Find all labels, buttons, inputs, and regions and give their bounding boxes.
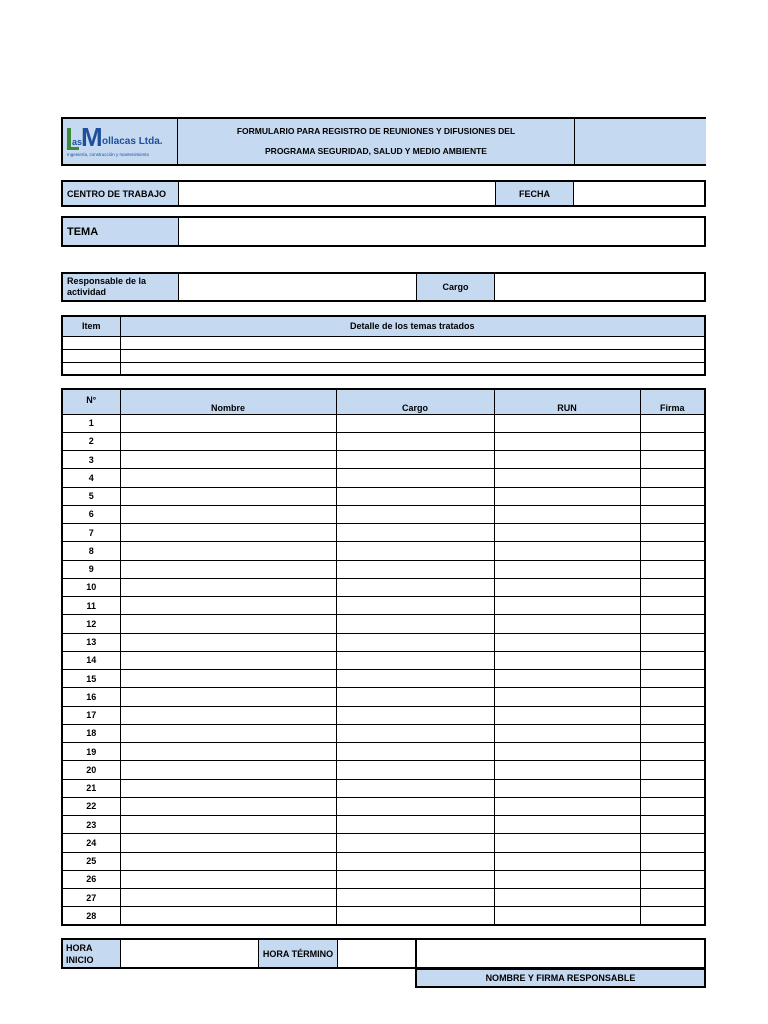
- attendees-col-nombre: [120, 389, 336, 414]
- attendee-firma-cell[interactable]: [640, 852, 705, 870]
- attendee-nombre-cell[interactable]: [120, 688, 336, 706]
- hora-inicio-label: HORA INICIO: [63, 940, 121, 967]
- fecha-input[interactable]: [574, 182, 706, 205]
- attendee-row: [62, 451, 705, 469]
- attendee-num-cell: 26: [62, 870, 120, 888]
- attendee-firma-cell[interactable]: [640, 889, 705, 907]
- attendee-row: [62, 651, 705, 669]
- footer-times-row: [61, 938, 706, 969]
- attendee-run-cell[interactable]: [494, 834, 640, 852]
- attendee-row: [62, 852, 705, 870]
- nombre-firma-label: NOMBRE Y FIRMA RESPONSABLE: [415, 968, 706, 988]
- topics-item-cell[interactable]: [62, 362, 120, 375]
- attendee-run-cell[interactable]: [494, 487, 640, 505]
- attendee-run-cell[interactable]: [494, 852, 640, 870]
- attendee-num-cell: 9: [62, 560, 120, 578]
- attendees-col-cargo: [336, 389, 494, 414]
- attendee-nombre-cell[interactable]: [120, 743, 336, 761]
- attendee-num-cell: 12: [62, 615, 120, 633]
- attendee-num-cell: 24: [62, 834, 120, 852]
- attendee-nombre-cell[interactable]: [120, 451, 336, 469]
- attendee-nombre-cell[interactable]: [120, 542, 336, 560]
- hora-termino-input[interactable]: [338, 940, 417, 967]
- attendee-run-cell[interactable]: [494, 469, 640, 487]
- attendee-nombre-cell[interactable]: [120, 469, 336, 487]
- attendee-num-cell: 3: [62, 451, 120, 469]
- centro-row: [61, 180, 706, 207]
- attendee-firma-cell[interactable]: [640, 487, 705, 505]
- responsable-label: Responsable de la actividad: [63, 274, 179, 300]
- attendee-cargo-cell[interactable]: [336, 724, 494, 742]
- topics-row: [62, 362, 705, 375]
- attendee-cargo-cell[interactable]: [336, 761, 494, 779]
- attendee-cargo-cell[interactable]: [336, 414, 494, 432]
- attendee-cargo-cell[interactable]: [336, 469, 494, 487]
- topics-item-cell[interactable]: [62, 336, 120, 349]
- attendee-run-cell[interactable]: [494, 542, 640, 560]
- logo-las-text: as: [72, 137, 83, 147]
- attendee-num-cell: 10: [62, 578, 120, 596]
- topics-col-item: Item: [62, 316, 120, 336]
- attendee-cargo-cell[interactable]: [336, 524, 494, 542]
- attendee-cargo-cell[interactable]: [336, 688, 494, 706]
- attendee-num-cell: 16: [62, 688, 120, 706]
- attendee-num-cell: 27: [62, 889, 120, 907]
- responsable-cargo-label: Cargo: [416, 274, 495, 300]
- attendee-firma-cell[interactable]: [640, 597, 705, 615]
- attendee-nombre-cell[interactable]: [120, 834, 336, 852]
- attendee-run-cell[interactable]: [494, 451, 640, 469]
- attendee-cargo-cell[interactable]: [336, 505, 494, 523]
- attendee-nombre-cell[interactable]: [120, 779, 336, 797]
- attendee-run-cell[interactable]: [494, 761, 640, 779]
- attendee-run-cell[interactable]: [494, 414, 640, 432]
- attendees-col-firma: [640, 389, 705, 414]
- attendee-firma-cell[interactable]: [640, 724, 705, 742]
- attendee-row: [62, 487, 705, 505]
- hora-inicio-input[interactable]: [121, 940, 258, 967]
- attendee-run-cell[interactable]: [494, 578, 640, 596]
- topics-detail-cell[interactable]: [120, 349, 705, 362]
- responsable-cargo-input[interactable]: [495, 274, 706, 300]
- attendee-firma-cell[interactable]: [640, 651, 705, 669]
- attendee-cargo-cell[interactable]: [336, 597, 494, 615]
- attendees-col-nombre-text: Nombre: [210, 402, 245, 413]
- attendee-num-cell: 11: [62, 597, 120, 615]
- attendee-run-cell[interactable]: [494, 797, 640, 815]
- attendee-num-cell: 2: [62, 432, 120, 450]
- attendee-nombre-cell[interactable]: [120, 505, 336, 523]
- tema-row: [61, 216, 706, 247]
- form-title-cell: [178, 119, 575, 164]
- attendee-nombre-cell[interactable]: [120, 597, 336, 615]
- attendee-cargo-cell[interactable]: [336, 487, 494, 505]
- attendees-col-run: [494, 389, 640, 414]
- attendee-cargo-cell[interactable]: [336, 560, 494, 578]
- attendee-nombre-cell[interactable]: [120, 414, 336, 432]
- attendee-run-cell[interactable]: [494, 432, 640, 450]
- attendee-num-cell: 23: [62, 816, 120, 834]
- attendee-firma-cell[interactable]: [640, 560, 705, 578]
- attendee-row: [62, 578, 705, 596]
- attendees-col-num: [62, 389, 120, 414]
- attendee-row: [62, 724, 705, 742]
- attendee-firma-cell[interactable]: [640, 414, 705, 432]
- topics-table: [61, 315, 706, 376]
- form-title-line1: FORMULARIO PARA REGISTRO DE REUNIONES Y DIFUSIONES DEL: [236, 126, 516, 136]
- attendee-nombre-cell[interactable]: [120, 651, 336, 669]
- attendee-cargo-cell[interactable]: [336, 670, 494, 688]
- attendees-table: [61, 388, 706, 926]
- attendee-row: [62, 779, 705, 797]
- attendee-cargo-cell[interactable]: [336, 651, 494, 669]
- form-title-line2: PROGRAMA SEGURIDAD, SALUD Y MEDIO AMBIENTE: [265, 146, 487, 156]
- attendee-row: [62, 870, 705, 888]
- attendee-num-cell: 7: [62, 524, 120, 542]
- attendee-num-cell: 25: [62, 852, 120, 870]
- attendee-num-cell: 15: [62, 670, 120, 688]
- attendee-firma-cell[interactable]: [640, 432, 705, 450]
- attendee-cargo-cell[interactable]: [336, 615, 494, 633]
- attendee-firma-cell[interactable]: [640, 907, 705, 925]
- centro-input[interactable]: [179, 182, 496, 205]
- logo-m-letter: M: [81, 122, 103, 152]
- attendee-firma-cell[interactable]: [640, 670, 705, 688]
- attendee-num-cell: 20: [62, 761, 120, 779]
- attendee-run-cell[interactable]: [494, 870, 640, 888]
- attendee-run-cell[interactable]: [494, 724, 640, 742]
- attendee-firma-cell[interactable]: [640, 688, 705, 706]
- attendee-nombre-cell[interactable]: [120, 578, 336, 596]
- attendee-num-cell: 18: [62, 724, 120, 742]
- attendee-nombre-cell[interactable]: [120, 907, 336, 925]
- attendee-cargo-cell[interactable]: [336, 907, 494, 925]
- responsable-row: [61, 272, 706, 302]
- attendee-row: [62, 761, 705, 779]
- attendee-nombre-cell[interactable]: [120, 797, 336, 815]
- topics-row: [62, 349, 705, 362]
- attendee-firma-cell[interactable]: [640, 761, 705, 779]
- attendee-num-cell: 17: [62, 706, 120, 724]
- attendee-run-cell[interactable]: [494, 524, 640, 542]
- topics-item-cell[interactable]: [62, 349, 120, 362]
- attendees-col-run-text: RUN: [557, 402, 577, 413]
- attendee-row: [62, 469, 705, 487]
- attendee-cargo-cell[interactable]: [336, 870, 494, 888]
- attendee-row: [62, 743, 705, 761]
- attendee-run-cell[interactable]: [494, 560, 640, 578]
- attendee-nombre-cell[interactable]: [120, 633, 336, 651]
- attendee-row: [62, 615, 705, 633]
- topics-detail-cell[interactable]: [120, 362, 705, 375]
- attendee-firma-cell[interactable]: [640, 505, 705, 523]
- attendee-nombre-cell[interactable]: [120, 761, 336, 779]
- attendee-row: [62, 706, 705, 724]
- attendee-cargo-cell[interactable]: [336, 779, 494, 797]
- topics-col-detail: Detalle de los temas tratados: [120, 316, 705, 336]
- attendee-firma-cell[interactable]: [640, 706, 705, 724]
- attendee-row: [62, 414, 705, 432]
- attendee-row: [62, 816, 705, 834]
- attendee-firma-cell[interactable]: [640, 870, 705, 888]
- centro-label: CENTRO DE TRABAJO: [63, 182, 179, 205]
- attendee-run-cell[interactable]: [494, 670, 640, 688]
- attendee-nombre-cell[interactable]: [120, 706, 336, 724]
- attendee-firma-cell[interactable]: [640, 542, 705, 560]
- logo-tagline: Ingeniería, construcción y mantenimiento: [67, 152, 150, 157]
- topics-detail-cell[interactable]: [120, 336, 705, 349]
- attendee-firma-cell[interactable]: [640, 743, 705, 761]
- attendee-firma-cell[interactable]: [640, 779, 705, 797]
- attendee-firma-cell[interactable]: [640, 834, 705, 852]
- logo-l-base: [67, 147, 79, 150]
- attendee-row: [62, 907, 705, 925]
- attendee-firma-cell[interactable]: [640, 797, 705, 815]
- hora-termino-label: HORA TÉRMINO: [258, 940, 338, 967]
- header-right-cell: [575, 119, 706, 164]
- attendee-run-cell[interactable]: [494, 907, 640, 925]
- company-logo: [67, 122, 175, 159]
- attendee-row: [62, 670, 705, 688]
- attendee-run-cell[interactable]: [494, 505, 640, 523]
- attendee-row: [62, 432, 705, 450]
- attendee-num-cell: 22: [62, 797, 120, 815]
- topics-header-row: [62, 316, 705, 336]
- attendee-run-cell[interactable]: [494, 706, 640, 724]
- attendee-num-cell: 8: [62, 542, 120, 560]
- attendee-num-cell: 28: [62, 907, 120, 925]
- attendee-nombre-cell[interactable]: [120, 852, 336, 870]
- attendee-row: [62, 797, 705, 815]
- attendee-cargo-cell[interactable]: [336, 451, 494, 469]
- attendee-run-cell[interactable]: [494, 779, 640, 797]
- tema-input[interactable]: [179, 218, 706, 245]
- attendee-run-cell[interactable]: [494, 633, 640, 651]
- attendee-nombre-cell[interactable]: [120, 889, 336, 907]
- attendee-cargo-cell[interactable]: [336, 633, 494, 651]
- firma-responsable-area[interactable]: [417, 940, 706, 967]
- attendee-nombre-cell[interactable]: [120, 870, 336, 888]
- attendee-row: [62, 542, 705, 560]
- attendee-nombre-cell[interactable]: [120, 670, 336, 688]
- attendee-row: [62, 834, 705, 852]
- attendee-nombre-cell[interactable]: [120, 487, 336, 505]
- attendee-run-cell[interactable]: [494, 889, 640, 907]
- attendee-row: [62, 505, 705, 523]
- logo-cell: [63, 119, 178, 164]
- attendee-cargo-cell[interactable]: [336, 706, 494, 724]
- attendee-num-cell: 4: [62, 469, 120, 487]
- attendee-cargo-cell[interactable]: [336, 852, 494, 870]
- attendee-row: [62, 688, 705, 706]
- attendee-cargo-cell[interactable]: [336, 432, 494, 450]
- attendees-col-cargo-text: Cargo: [401, 402, 428, 413]
- attendee-firma-cell[interactable]: [640, 451, 705, 469]
- attendee-cargo-cell[interactable]: [336, 797, 494, 815]
- attendee-run-cell[interactable]: [494, 688, 640, 706]
- attendee-cargo-cell[interactable]: [336, 542, 494, 560]
- attendee-row: [62, 633, 705, 651]
- attendee-num-cell: 6: [62, 505, 120, 523]
- attendee-run-cell[interactable]: [494, 816, 640, 834]
- header-block: [61, 117, 706, 166]
- attendee-nombre-cell[interactable]: [120, 524, 336, 542]
- attendee-firma-cell[interactable]: [640, 615, 705, 633]
- attendee-run-cell[interactable]: [494, 615, 640, 633]
- attendee-cargo-cell[interactable]: [336, 816, 494, 834]
- attendees-col-firma-text: Firma: [659, 402, 685, 413]
- attendee-cargo-cell[interactable]: [336, 889, 494, 907]
- attendee-cargo-cell[interactable]: [336, 834, 494, 852]
- attendee-firma-cell[interactable]: [640, 578, 705, 596]
- attendee-nombre-cell[interactable]: [120, 724, 336, 742]
- attendee-firma-cell[interactable]: [640, 469, 705, 487]
- attendee-run-cell[interactable]: [494, 651, 640, 669]
- attendee-firma-cell[interactable]: [640, 633, 705, 651]
- fecha-label: FECHA: [495, 182, 574, 205]
- logo-company-text: ollacas Ltda.: [102, 136, 163, 147]
- attendee-row: [62, 560, 705, 578]
- attendee-row: [62, 597, 705, 615]
- attendee-cargo-cell[interactable]: [336, 578, 494, 596]
- attendee-firma-cell[interactable]: [640, 524, 705, 542]
- topics-row: [62, 336, 705, 349]
- attendee-firma-cell[interactable]: [640, 816, 705, 834]
- attendee-num-cell: 21: [62, 779, 120, 797]
- attendee-run-cell[interactable]: [494, 597, 640, 615]
- attendee-nombre-cell[interactable]: [120, 432, 336, 450]
- attendee-nombre-cell[interactable]: [120, 615, 336, 633]
- attendee-row: [62, 524, 705, 542]
- attendee-num-cell: 5: [62, 487, 120, 505]
- attendee-cargo-cell[interactable]: [336, 743, 494, 761]
- attendee-num-cell: 14: [62, 651, 120, 669]
- attendee-nombre-cell[interactable]: [120, 816, 336, 834]
- attendee-num-cell: 19: [62, 743, 120, 761]
- attendee-row: [62, 889, 705, 907]
- attendees-col-num-text: N°: [86, 395, 97, 405]
- responsable-input[interactable]: [179, 274, 416, 300]
- tema-label: TEMA: [63, 218, 179, 245]
- attendee-run-cell[interactable]: [494, 743, 640, 761]
- attendee-num-cell: 13: [62, 633, 120, 651]
- attendee-nombre-cell[interactable]: [120, 560, 336, 578]
- attendees-header-row: [62, 389, 705, 414]
- attendee-num-cell: 1: [62, 414, 120, 432]
